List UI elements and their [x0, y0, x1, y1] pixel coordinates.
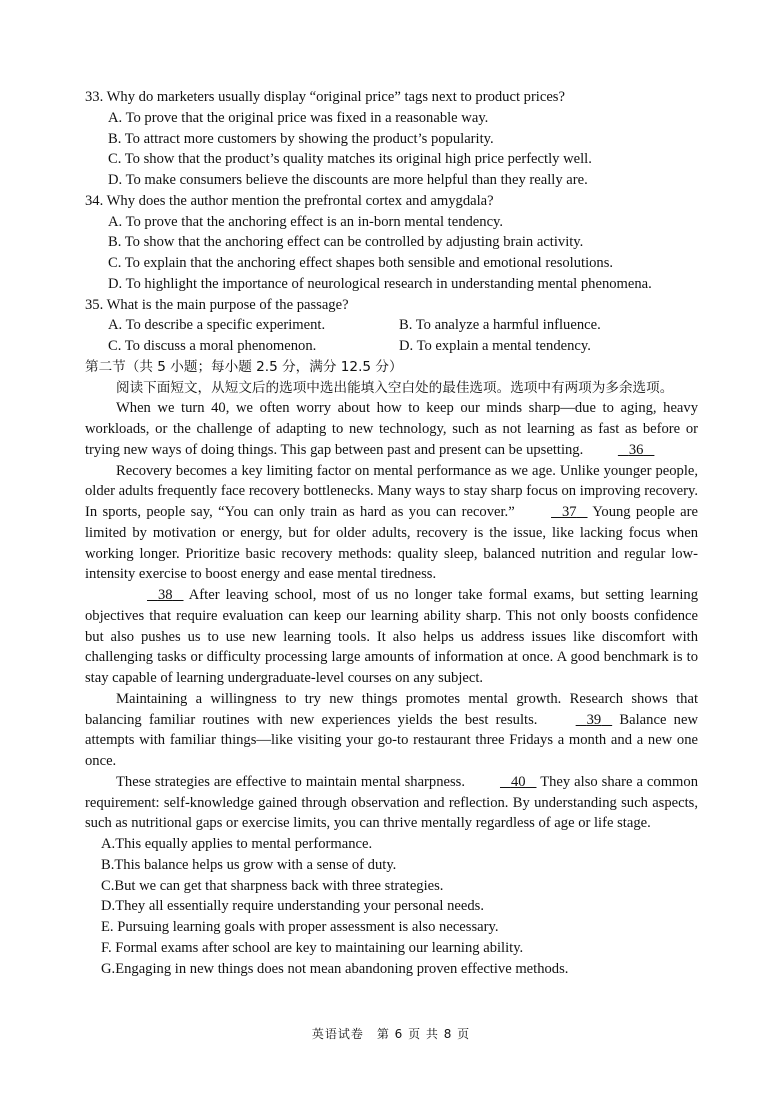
exam-page [85, 87, 698, 979]
option: C. To show that the product’s quality matches its original high price perfectly well. [108, 151, 592, 168]
question-stem: 34. Why does the author mention the prefrontal cortex and amygdala? [85, 192, 494, 209]
choice-f: F. Formal exams after school are key to maintaining our learning ability. [101, 939, 524, 956]
blank-36: 36 [628, 441, 644, 458]
question-stem: 35. What is the main purpose of the passage? [85, 296, 349, 313]
blank-37: 37 [561, 504, 577, 520]
option: D. To highlight the importance of neurological research in understanding mental phenomena. [108, 275, 652, 292]
choice-d: D.They all essentially require understanding your personal needs. [101, 898, 484, 915]
option: D. To explain a mental tendency. [399, 338, 591, 354]
paragraph-text: Balance new attempts with familiar things—like visiting your go-to restaurant three Fridays a month and a new one once. [85, 711, 698, 769]
section-title: 第二节（共 5 小题；每小题 2.5 分，满分 12.5 分） [85, 358, 403, 375]
paragraph-text: They also share a common requirement: self-knowledge gained through observation and reflection. By understanding such aspects, such as nutritional gaps or exercise limits, you can thrive mentally regardless of age or life stage. [85, 773, 699, 832]
page-footer: 英语试卷 第 6 页 共 8 页 [311, 1027, 471, 1041]
choice-g: G.Engaging in new things does not mean abandoning proven effective methods. [101, 960, 569, 977]
passage-paragraph [85, 461, 698, 586]
question-34 [85, 191, 698, 295]
option: C. To explain that the anchoring effect shapes both sensible and emotional resolutions. [108, 255, 614, 271]
blank-40: 40 [510, 773, 526, 790]
option: B. To attract more customers by showing the product’s popularity. [108, 130, 494, 147]
question-35 [85, 295, 698, 357]
passage-paragraph [85, 689, 698, 772]
paragraph-text: Maintaining a willingness to try new things promotes mental growth. Research shows that balancing familiar routines with new experiences yields the best results. [85, 690, 698, 728]
section-instructions: 阅读下面短文，从短文后的选项中选出能填入空白处的最佳选项。选项中有两项为多余选项。 [116, 379, 674, 396]
choice-e: E. Pursuing learning goals with proper assessment is also necessary. [101, 919, 499, 935]
option: D. To make consumers believe the discounts are more helpful than they really are. [108, 172, 588, 188]
option: B. To show that the anchoring effect can be controlled by adjusting brain activity. [108, 234, 584, 251]
choice-b: B.This balance helps us grow with a sense of duty. [101, 856, 397, 873]
question-33 [85, 87, 698, 191]
paragraph-text: These strategies are effective to maintain mental sharpness. [116, 773, 469, 790]
choice-list [85, 834, 698, 979]
option: C. To discuss a moral phenomenon. [108, 338, 317, 354]
passage-paragraph [85, 585, 698, 689]
option: B. To analyze a harmful influence. [399, 317, 601, 334]
option: A. To prove that the anchoring effect is an in-born mental tendency. [108, 213, 504, 230]
passage-paragraph [85, 772, 698, 834]
paragraph-text: Recovery becomes a key limiting factor on mental performance as we age. Unlike younger people, older adults frequently face recovery bottlenecks. Many ways to stay sharp focus on improving recovery. In sports, people say, “You can only train as hard as you can recover.” [85, 462, 698, 520]
passage-paragraph [85, 398, 698, 460]
blank-38: 38 [157, 587, 173, 603]
paragraph-text: Young people are limited by motivation or energy, but for older adults, recovery is the issue, like lacking focus when working longer. Prioritize basic recovery methods: quality sleep, balanced nutrition and regular low-intensity exercise to boost energy and ease mental tiredness. [85, 504, 698, 583]
choice-a: A.This equally applies to mental performance. [101, 836, 373, 852]
option: A. To prove that the original price was fixed in a reasonable way. [108, 109, 489, 126]
option: A. To describe a specific experiment. [108, 317, 326, 334]
paragraph-text: When we turn 40, we often worry about how to keep our minds sharp—due to aging, heavy workloads, or the challenge of adapting to new technology, such as not learning as fast as before or trying new ways of doing things. This gap between past and present can be upsetting. [85, 400, 698, 458]
blank-39: 39 [586, 711, 602, 728]
choice-c: C.But we can get that sharpness back with three strategies. [101, 877, 444, 894]
paragraph-text: After leaving school, most of us no longer take formal exams, but setting learning objectives that require evaluation can keep our learning ability sharp. This not only boosts confidence but also pushes us to use new learning tools. It also helps us address issues like discomfort with challenging tasks or difficulty processing large amounts of information at once. A good benchmark is to stay capable of learning undergraduate-level courses on any subject. [85, 587, 698, 686]
question-stem: 33. Why do marketers usually display “original price” tags next to product prices? [85, 89, 565, 105]
